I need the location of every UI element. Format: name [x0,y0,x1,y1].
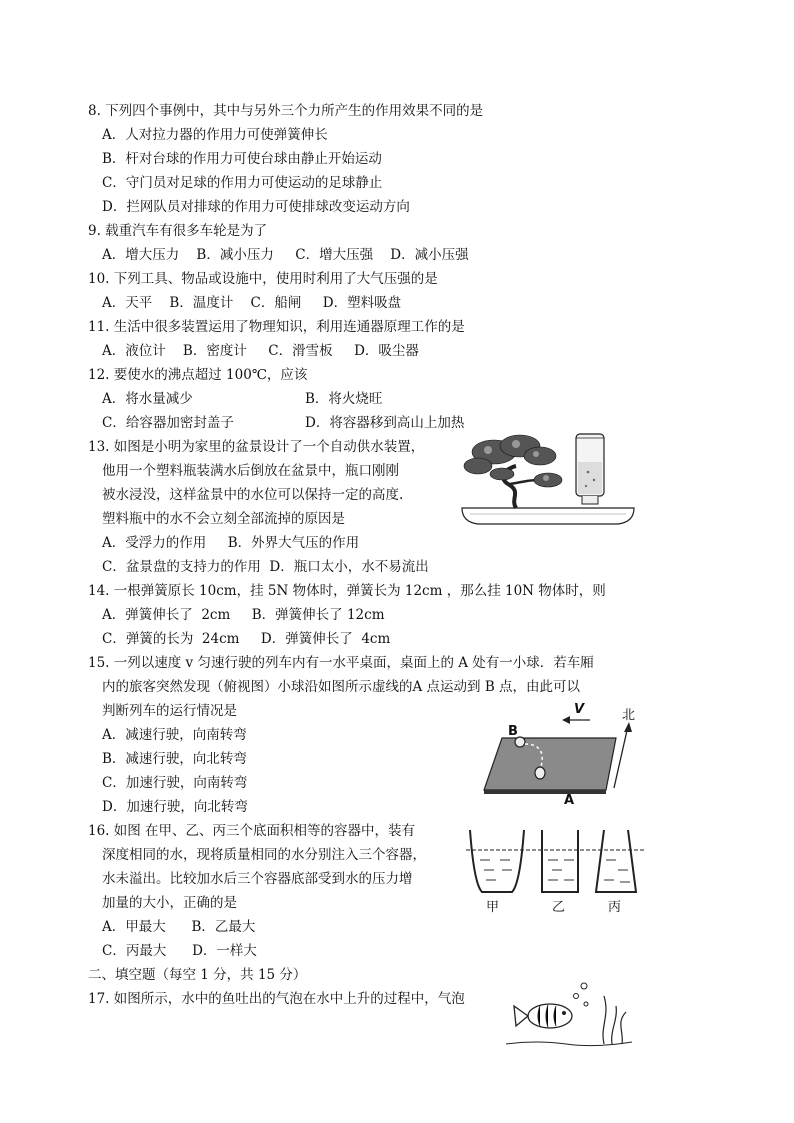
q16-options-cd: C．丙最大 D．一样大 [102,943,257,959]
q12-stem: 12. 要使水的沸点超过 100℃，应该 [88,367,308,383]
q15-stem-line3: 判断列车的运行情况是 [102,703,237,719]
q12-option-c: C．给容器加密封盖子 [102,415,234,431]
q16-options-ab: A．甲最大 B．乙最大 [102,919,256,935]
q11-options: A．液位计 B．密度计 C．滑雪板 D．吸尘器 [102,343,419,359]
q13-options-cd: C．盆景盘的支持力的作用 D．瓶口太小，水不易流出 [102,559,429,575]
q14-options-cd: C．弹簧的长为 24cm D．弹簧伸长了 4cm [102,631,391,647]
train-table-figure [478,702,638,808]
q13-stem-line4: 塑料瓶中的水不会立刻全部流掉的原因是 [102,511,345,527]
q13-options-ab: A．受浮力的作用 B．外界大气压的作用 [102,535,360,551]
q14-options-ab: A．弹簧伸长了 2cm B．弹簧伸长了 12cm [102,607,385,623]
q12-option-d: D．将容器移到高山上加热 [305,415,465,431]
bonsai-water-figure [458,432,638,532]
q8-stem: 8. 下列四个事例中，其中与另外三个力所产生的作用效果不同的是 [88,103,484,119]
fig-label-b: B [508,724,518,739]
q17-stem: 17. 如图所示，水中的鱼吐出的气泡在水中上升的过程中，气泡 [88,991,465,1007]
q13-stem-line3: 被水浸没，这样盆景中的水位可以保持一定的高度. [102,487,404,503]
q15-option-a: A．减速行驶，向南转弯 [102,727,247,743]
q15-option-d: D．加速行驶，向北转弯 [102,799,248,815]
fig-label-yi: 乙 [552,900,566,915]
fig-label-bing: 丙 [608,900,622,915]
fig-label-north: 北 [622,708,636,723]
fig-label-a: A [564,793,575,808]
q14-stem: 14. 一根弹簧原长 10cm，挂 5N 物体时，弹簧长为 12cm ，那么挂 10N 物体时，则 [88,583,606,599]
q9-options: A．增大压力 B．减小压力 C．增大压强 D．减小压强 [102,247,469,263]
q12-option-b: B．将火烧旺 [305,391,383,407]
q12-option-a: A．将水量减少 [102,391,193,407]
q13-stem-line1: 13. 如图是小明为家里的盆景设计了一个自动供水装置， [88,439,425,455]
q8-option-b: B．杆对台球的作用力可使台球由静止开始运动 [102,151,382,167]
q13-stem-line2: 他用一个塑料瓶装满水后倒放在盆景中，瓶口刚刚 [102,463,399,479]
q16-stem-line4: 加量的大小，正确的是 [102,895,237,911]
q8-option-c: C．守门员对足球的作用力可使运动的足球静止 [102,175,383,191]
q9-stem: 9. 载重汽车有很多车轮是为了 [88,223,268,239]
q10-options: A．天平 B．温度计 C．船闸 D．塑料吸盘 [102,295,402,311]
three-containers-figure [466,826,646,915]
q8-option-a: A．人对拉力器的作用力可使弹簧伸长 [102,127,328,143]
fig-label-v: V [574,702,585,717]
q15-stem-line1: 15. 一列以速度 v 匀速行驶的列车内有一水平桌面，桌面上的 A 处有一小球．若车厢 [88,655,594,671]
q15-option-c: C．加速行驶，向南转弯 [102,775,248,791]
q15-option-b: B．减速行驶，向北转弯 [102,751,247,767]
q16-stem-line3: 水未溢出。比较加水后三个容器底部受到水的压力增 [102,871,413,887]
q8-option-d: D．拦网队员对排球的作用力可使排球改变运动方向 [102,199,410,215]
q16-stem-line1: 16. 如图 在甲、乙、丙三个底面积相等的容器中，装有 [88,823,416,839]
q10-stem: 10. 下列工具、物品或设施中，使用时利用了大气压强的是 [88,271,438,287]
fish-bubbles-figure [506,976,638,1048]
q11-stem: 11. 生活中很多装置运用了物理知识，利用连通器原理工作的是 [88,319,465,335]
fig-label-jia: 甲 [486,900,500,915]
section2-heading: 二、填空题（每空 1 分，共 15 分） [88,967,307,983]
q16-stem-line2: 深度相同的水，现将质量相同的水分别注入三个容器， [102,847,426,863]
q15-stem-line2: 内的旅客突然发现（俯视图）小球沿如图所示虚线的A 点运动到 B 点，由此可以 [102,679,581,695]
